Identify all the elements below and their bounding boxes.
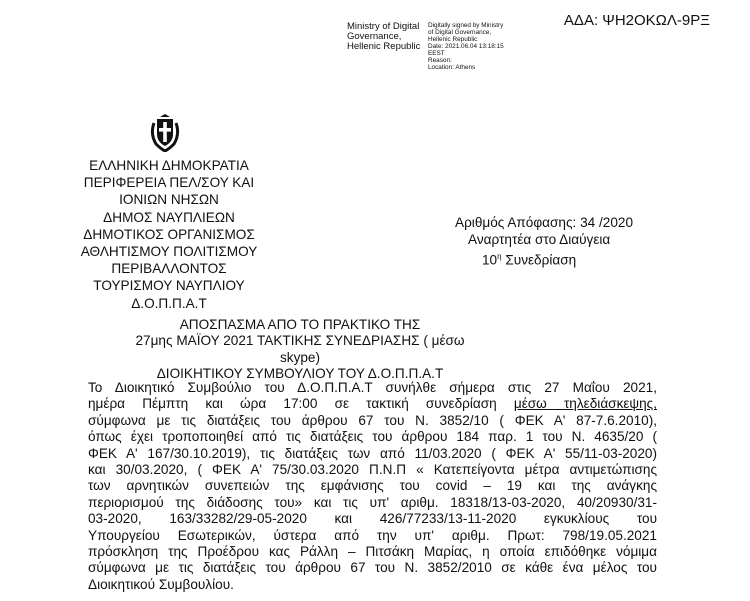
body-line: πρόσκληση της Προέδρου κας Ράλλη – Πιτσάκη Μαρίας, η οποία επιδόθηκε νόμιμα [88, 544, 657, 560]
signature-detail-line: Date: 2021.06.04 13:18:15 [428, 43, 504, 50]
session-number: 10 [482, 252, 498, 268]
header-line: Δ.Ο.Π.Π.Α.Τ [131, 295, 207, 311]
header-line: ΔΗΜΟΣ ΝΑΥΠΛΙΕΩΝ [103, 209, 235, 225]
excerpt-line: ΑΠΟΣΠΑΣΜΑ ΑΠΟ ΤΟ ΠΡΑΚΤΙΚΟ ΤΗΣ [179, 317, 421, 332]
decision-posted: Αναρτητέα στο Διαύγεια [468, 232, 611, 247]
ada-code: ΑΔΑ: ΨΗ2ΟΚΩΛ-9ΡΞ [563, 12, 710, 29]
decision-session [455, 248, 633, 269]
body-line: Διοικητικού Συμβουλίου. [88, 576, 234, 592]
session-superscript: η [497, 252, 502, 261]
body-line: Το Διοικητικό Συμβούλιο του Δ.Ο.Π.Π.Α.Τ συνήλθε σήμερα στις 27 Μαΐου 2021, [88, 380, 657, 395]
signature-details [428, 22, 520, 71]
header-line: ΤΟΥΡΙΣΜΟΥ ΝΑΥΠΛΙΟΥ [93, 278, 245, 294]
header-line: ΠΕΡΙΦΕΡΕΙΑ ΠΕΛ/ΣΟΥ ΚΑΙ [83, 175, 255, 191]
body-text-segment: ημέρα Πέμπτη και ώρα 17:00 σε τακτική συνεδρίαση [88, 396, 514, 412]
signer-line: Ministry of Digital [347, 21, 420, 32]
signature-detail-line: Digitally signed by Ministry [428, 22, 504, 29]
signature-detail-line: Reason: [428, 57, 452, 64]
header-line: ΕΛΛΗΝΙΚΗ ΔΗΜΟΚΡΑΤΙΑ [89, 158, 249, 173]
body-line: περιορισμού της διάδοσης του» και τις υπ' αριθμ. 18318/13-03-2020, 40/20930/31- [88, 494, 657, 510]
decision-info [455, 214, 633, 269]
body-line: ΦΕΚ Α' 167/30.10.2019), τις διατάξεις των από 11/03.2020 ( ΦΕΚ Α' 55/11-03-2020) [88, 445, 657, 461]
header-line: ΑΘΛΗΤΙΣΜΟΥ ΠΟΛΙΤΙΣΜΟΥ [80, 244, 258, 260]
signature-detail-line: Hellenic Republic [428, 36, 478, 43]
signature-detail-line: of Digital Governance, [428, 29, 492, 36]
minutes-body [88, 380, 657, 593]
header-line: ΠΕΡΙΒΑΛΛΟΝΤΟΣ [111, 261, 227, 277]
body-line: και 30/03.2020, ( ΦΕΚ Α' 75/30.03.2020 Π.Ν.Π « Κατεπείγοντα μέτρα αντιμετώπισης [88, 462, 657, 478]
header-line: ΔΗΜΟΤΙΚΟΣ ΟΡΓΑΝΙΣΜΟΣ [83, 226, 255, 242]
body-line: σύμφωνα με τις διατάξεις του άρθρου 67 του Ν. 3852/10 ( ΦΕΚ Α' 87-7.6.2010), [88, 412, 657, 428]
body-line [88, 396, 657, 412]
body-line: Υπουργείου Εσωτερικών, ύστερα από την υπ' αριθμ. Πρωτ: 798/19.05.2021 [88, 527, 657, 543]
signer-line: Governance, [347, 31, 402, 42]
body-line: των αρνητικών συνεπειών της εμφάνισης του covid – 19 και της ανάγκης [88, 478, 657, 494]
excerpt-line: ΔΙΟΙΚΗΤΙΚΟΥ ΣΥΜΒΟΥΛΙΟΥ ΤΟΥ Δ.Ο.Π.Π.Α.Τ [156, 365, 444, 381]
underlined-remote-meeting: μέσω τηλεδιάσκεψης, [513, 396, 658, 412]
body-line: 03-2020, 163/33282/29-05-2020 και 426/77233/13-11-2020 εγκυκλίους του [88, 511, 657, 527]
body-line: σύμφωνα με τις διατάξεις του άρθρου 67 του Ν. 3852/2010 σε κάθε ένα μέλος του [88, 560, 657, 576]
authority-header [54, 157, 284, 312]
session-word: Συνεδρίαση [501, 252, 577, 268]
greek-emblem-icon [148, 114, 182, 152]
signature-signer [347, 22, 431, 52]
signature-detail-line: Location: Athens [428, 64, 476, 71]
signer-line: Hellenic Republic [347, 41, 421, 52]
decision-number: Αριθμός Απόφασης: 34 /2020 [455, 215, 633, 230]
body-line: όπως έχει τροποποιηθεί από τις διατάξεις του άρθρου 184 παρ. 1 του Ν. 4635/20 ( [88, 429, 657, 445]
signature-detail-line: EEST [428, 50, 445, 57]
header-line: ΙΟΝΙΩΝ ΝΗΣΩΝ [119, 192, 219, 208]
excerpt-title [135, 317, 465, 382]
excerpt-line: 27μης ΜΑΪΟΥ 2021 ΤΑΚΤΙΚΗΣ ΣΥΝΕΔΡΙΑΣΗΣ ( μέσω skype) [135, 333, 465, 365]
